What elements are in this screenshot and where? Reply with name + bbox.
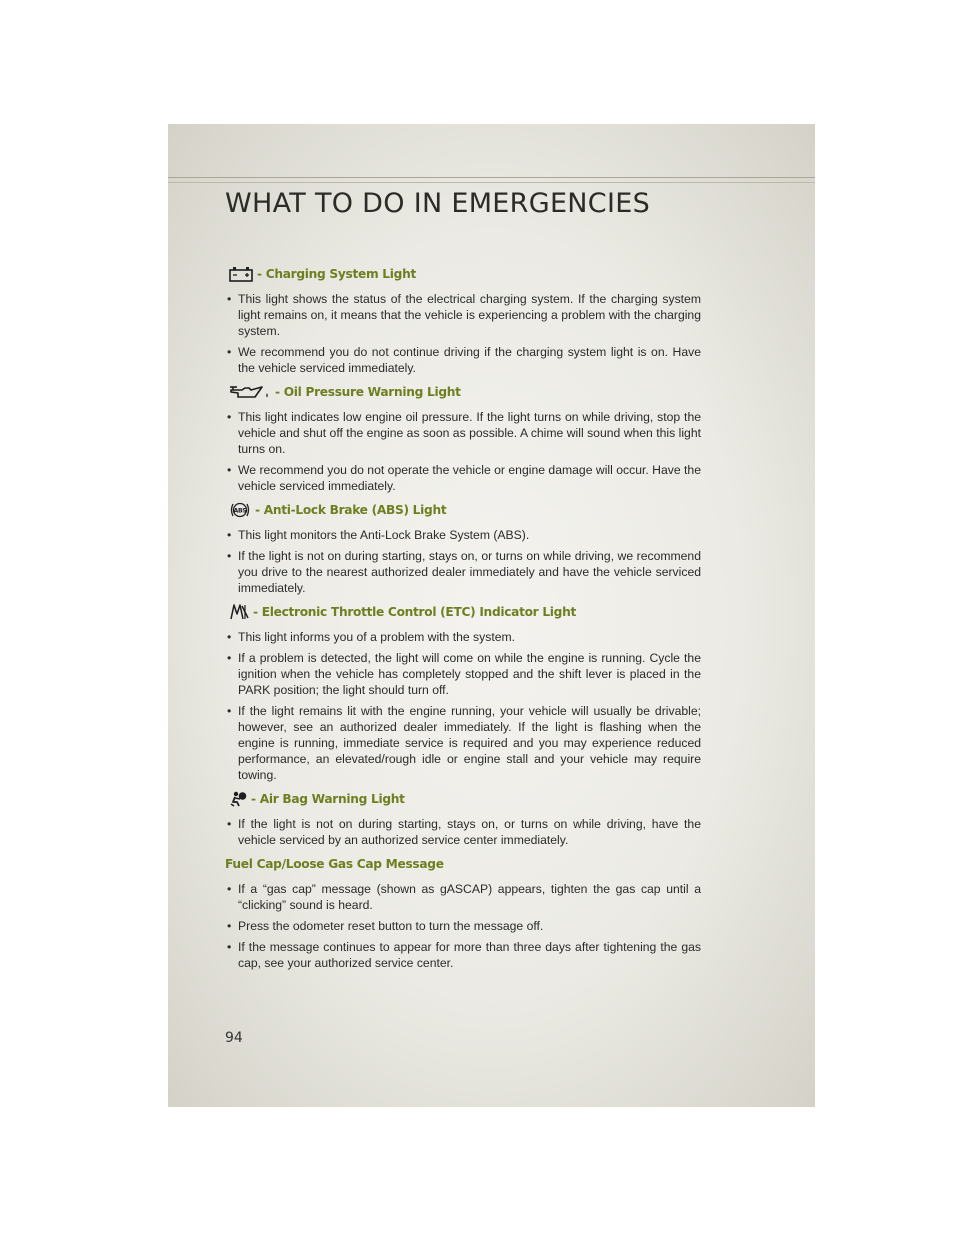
list-item: • If the light remains lit with the engine running, your vehicle will usually be drivable; however, see an authorized dealer immediately. If the light is flashing when the engine is running, immediate service is required and you may experience reduced performance, an elevated/rough idle or engine stall and your vehicle may require towing. xyxy=(225,703,701,783)
section-heading-text: - Air Bag Warning Light xyxy=(251,792,405,806)
section-heading-text: - Electronic Throttle Control (ETC) Indicator Light xyxy=(253,605,577,619)
bullet-list-etc xyxy=(225,629,701,783)
bullet-list-oil-pressure xyxy=(225,409,701,494)
list-item: • If a problem is detected, the light will come on while the engine is running. Cycle the ignition when the vehicle has completely stopped and the shift lever is placed in the PARK position; the light should turn off. xyxy=(225,650,701,698)
page-content xyxy=(225,264,701,977)
section-heading-etc xyxy=(229,602,701,622)
header-rule xyxy=(168,177,815,178)
oil-can-icon xyxy=(229,384,271,400)
list-item: • This light monitors the Anti-Lock Brake System (ABS). xyxy=(225,527,701,543)
section-heading-text: - Oil Pressure Warning Light xyxy=(275,385,461,399)
section-heading-text: - Anti-Lock Brake (ABS) Light xyxy=(255,503,447,517)
section-heading-abs xyxy=(229,500,701,520)
list-item: • If the light is not on during starting, stays on, or turns on while driving, have the vehicle serviced by an authorized service center immediately. xyxy=(225,816,701,848)
abs-icon xyxy=(229,501,251,519)
bullet-list-fuel-cap xyxy=(225,881,701,971)
list-item: • This light informs you of a problem with the system. xyxy=(225,629,701,645)
battery-icon xyxy=(229,266,253,282)
section-heading-fuel-cap xyxy=(225,854,701,874)
chapter-title: WHAT TO DO IN EMERGENCIES xyxy=(225,188,651,219)
section-heading-text: - Charging System Light xyxy=(257,267,416,281)
list-item: • If the message continues to appear for more than three days after tightening the gas cap, see your authorized service center. xyxy=(225,939,701,971)
list-item: • We recommend you do not operate the vehicle or engine damage will occur. Have the vehicle serviced immediately. xyxy=(225,462,701,494)
list-item: • We recommend you do not continue driving if the charging system light is on. Have the vehicle serviced immediately. xyxy=(225,344,701,376)
list-item: • This light indicates low engine oil pressure. If the light turns on while driving, stop the vehicle and shut off the engine as soon as possible. A chime will sound when this light turns on. xyxy=(225,409,701,457)
svg-text:ABS: ABS xyxy=(233,507,247,515)
bullet-list-air-bag xyxy=(225,816,701,848)
list-item: • Press the odometer reset button to turn the message off. xyxy=(225,918,701,934)
section-heading-oil-pressure xyxy=(229,382,701,402)
section-heading-air-bag xyxy=(229,789,701,809)
page-number: 94 xyxy=(225,1030,243,1046)
throttle-icon xyxy=(229,604,249,620)
header-rule-thin xyxy=(168,182,815,183)
bullet-list-abs xyxy=(225,527,701,596)
section-heading-text: Fuel Cap/Loose Gas Cap Message xyxy=(225,857,444,871)
list-item: • This light shows the status of the electrical charging system. If the charging system light remains on, it means that the vehicle is experiencing a problem with the charging system. xyxy=(225,291,701,339)
bullet-list-charging xyxy=(225,291,701,376)
list-item: • If the light is not on during starting, stays on, or turns on while driving, we recommend you drive to the nearest authorized dealer immediately and have the vehicle serviced immediately. xyxy=(225,548,701,596)
list-item: • If a “gas cap” message (shown as gASCAP) appears, tighten the gas cap until a “clicking” sound is heard. xyxy=(225,881,701,913)
manual-page xyxy=(168,124,815,1107)
airbag-icon xyxy=(229,791,247,807)
section-heading-charging xyxy=(229,264,701,284)
